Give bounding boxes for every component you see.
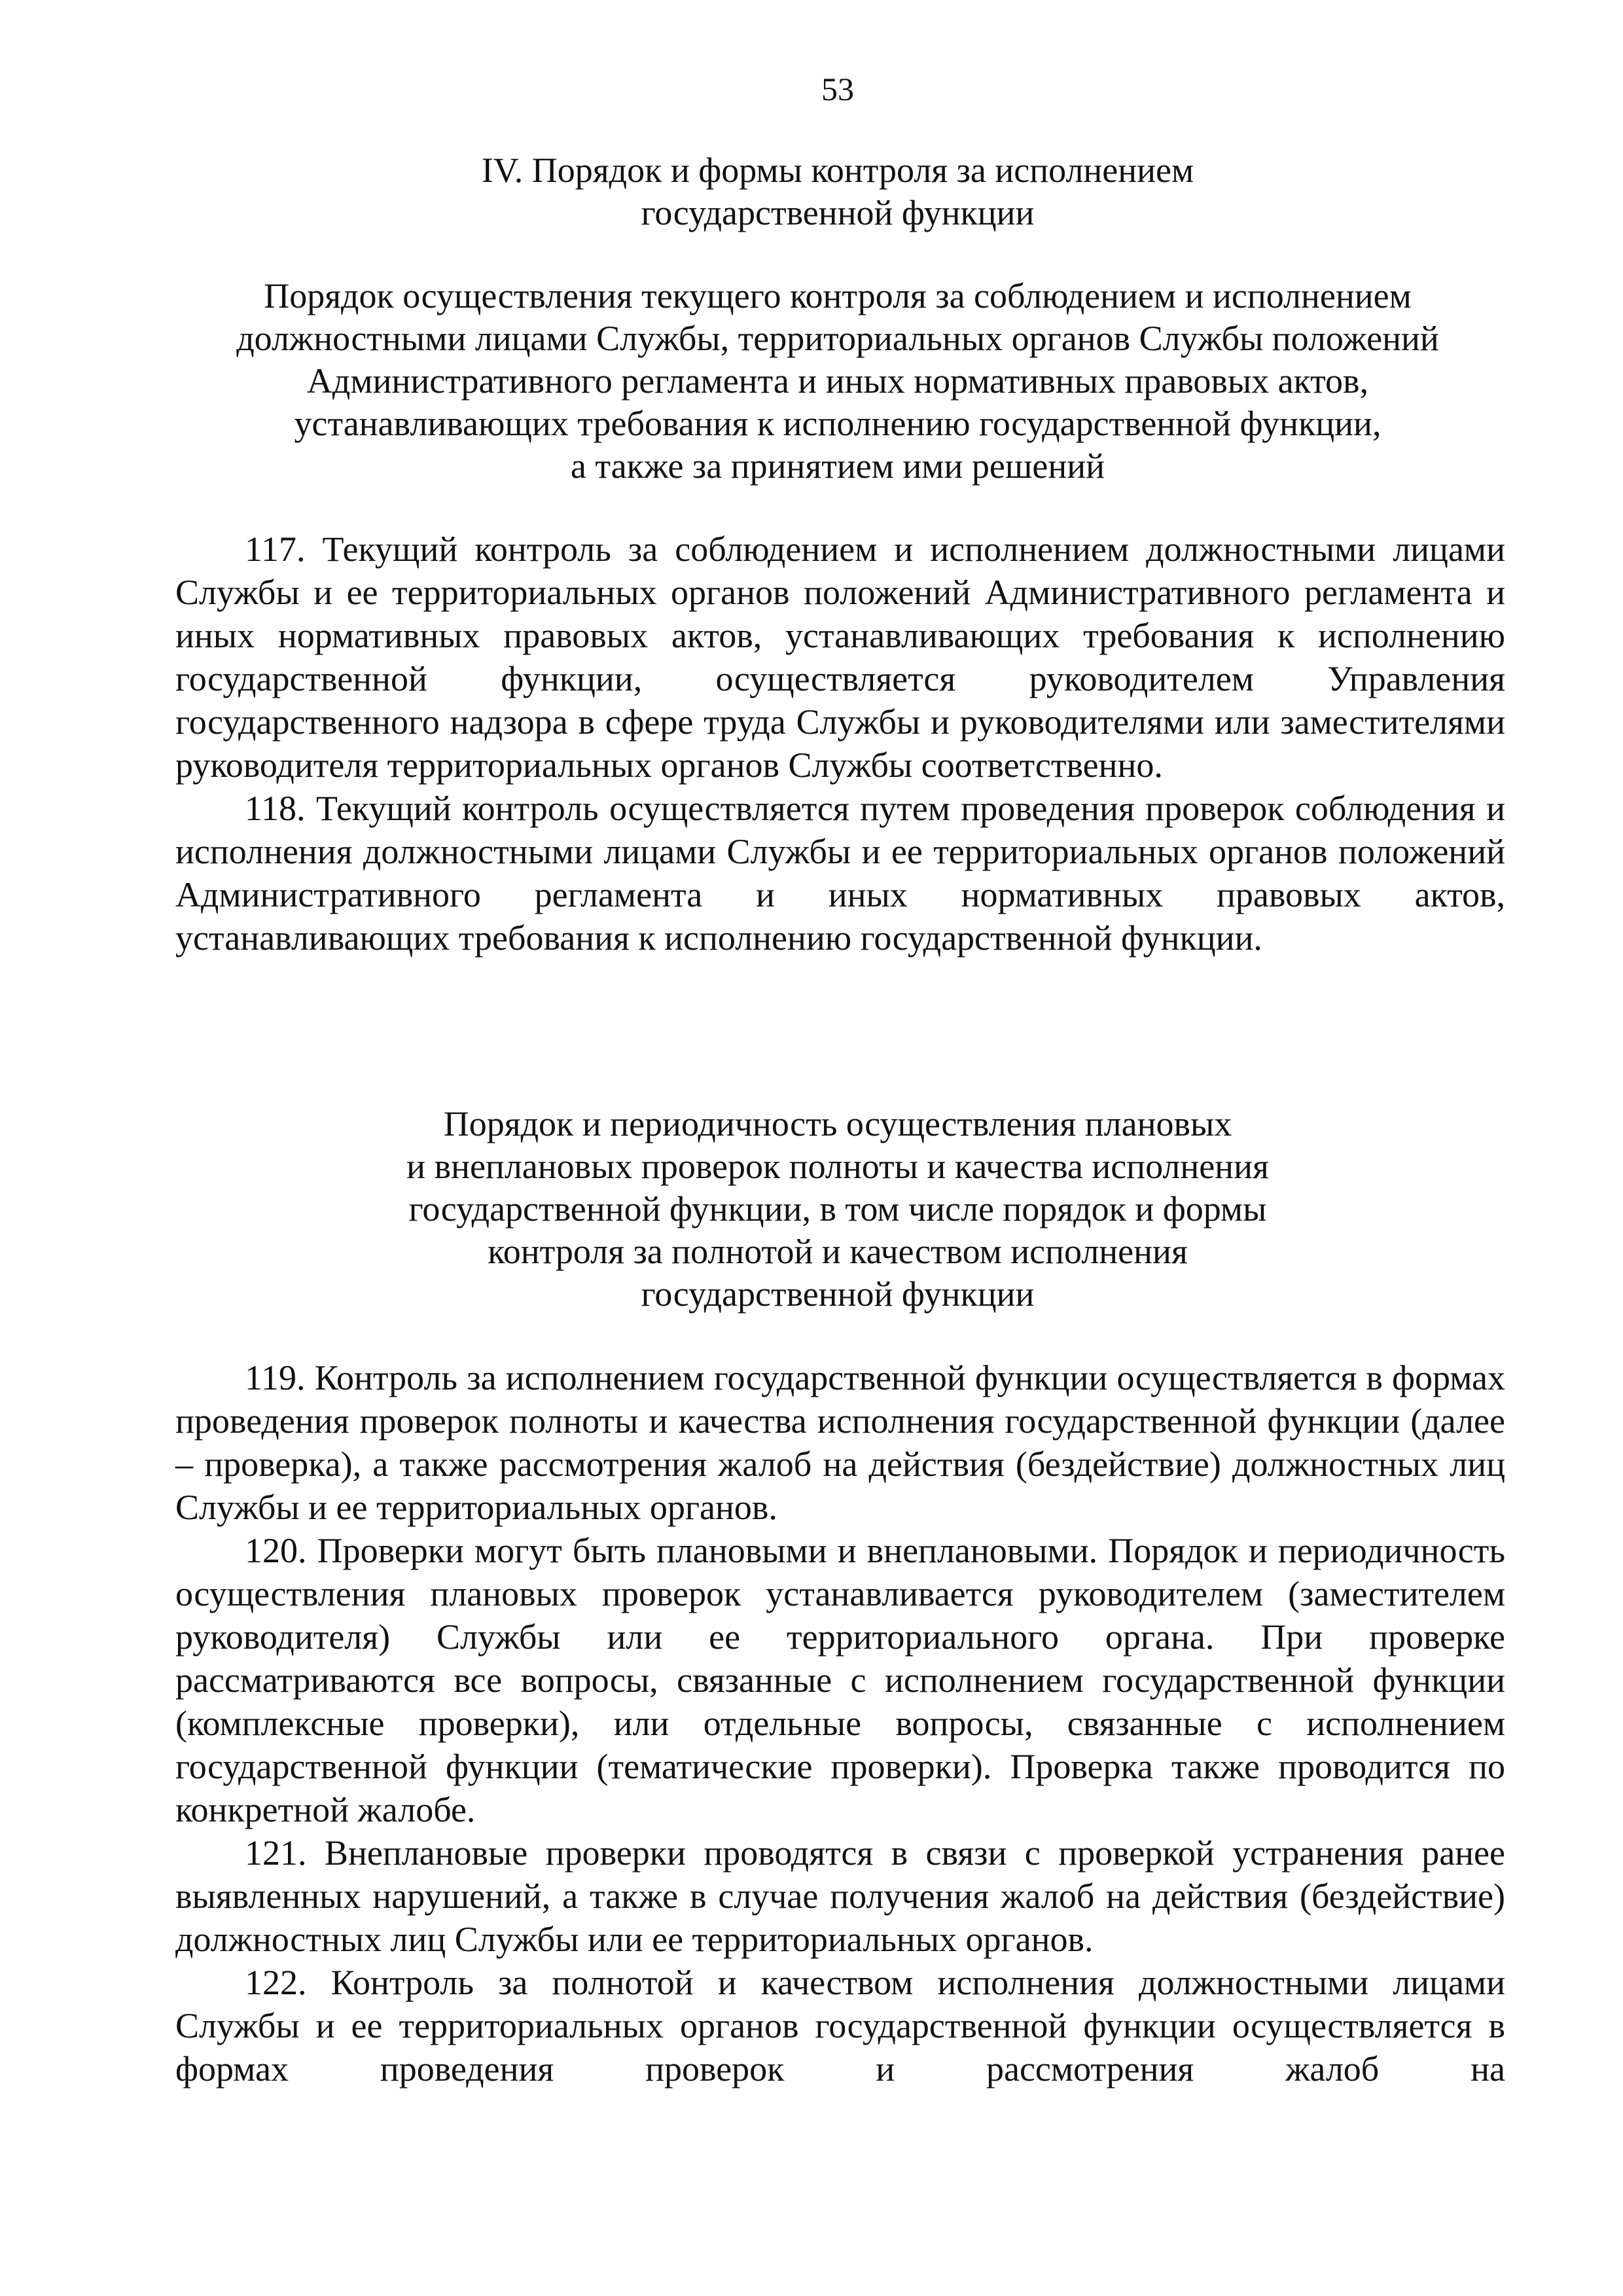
page-number: 53 (821, 71, 854, 107)
paragraph-121: 121. Внеплановые проверки проводятся в связи с проверкой устранения ранее выявленных нарушений, а также в случае получения жалоб на действия (бездействие) должностных лиц Службы или ее территориальных органов. (175, 1833, 1505, 1959)
subheading-line: Порядок и периодичность осуществления плановых (443, 1104, 1232, 1143)
subheading-current-control (0, 275, 1623, 488)
paragraph-122: 122. Контроль за полнотой и качеством исполнения должностными лицами Службы и ее территориальных органов государственной функции осуществляется в формах проведения проверок и рассмотрения жалоб на (175, 1963, 1505, 2089)
chapter-heading-line: государственной функции (641, 193, 1035, 232)
subheading-line: Административного регламента и иных нормативных правовых актов, (306, 361, 1369, 401)
body-block-inspections (175, 1356, 1505, 2090)
paragraph-117: 117. Текущий контроль за соблюдением и исполнением должностными лицами Службы и ее территориальных органов положений Административного регламента и иных нормативных правовых актов, устанавливающих требования к исполнению государственной функции, осуществляется руководителем Управления государственного надзора в сфере труда Службы и руководителями или заместителями руководителя территориальных органов Службы соответственно. (175, 529, 1505, 785)
paragraph-119: 119. Контроль за исполнением государственной функции осуществляется в формах проведения проверок полноты и качества исполнения государственной функции (далее – проверка), а также рассмотрения жалоб на действия (бездействие) должностных лиц Службы и ее территориальных органов. (175, 1358, 1505, 1527)
body-block-current-control (175, 528, 1505, 960)
subheading-line: и внеплановых проверок полноты и качества исполнения (406, 1147, 1269, 1186)
subheading-line: устанавливающих требования к исполнению государственной функции, (294, 404, 1382, 443)
subheading-line: государственной функции (641, 1274, 1035, 1314)
subheading-inspections (0, 1103, 1623, 1316)
subheading-line: государственной функции, в том числе порядок и формы (408, 1189, 1267, 1229)
subheading-line: контроля за полнотой и качеством исполнения (488, 1232, 1188, 1271)
paragraph-120: 120. Проверки могут быть плановыми и внеплановыми. Порядок и периодичность осуществления плановых проверок устанавливается руководителем (заместителем руководителя) Службы или ее территориального органа. При проверке рассматриваются все вопросы, связанные с исполнением государственной функции (комплексные проверки), или отдельные вопросы, связанные с исполнением государственной функции (тематические проверки). Проверка также проводится по конкретной жалобе. (175, 1531, 1505, 1829)
subheading-line: а также за принятием ими решений (570, 446, 1105, 486)
chapter-heading-line: IV. Порядок и формы контроля за исполнением (481, 151, 1194, 190)
chapter-heading (0, 149, 1623, 234)
subheading-line: Порядок осуществления текущего контроля за соблюдением и исполнением (264, 276, 1412, 315)
subheading-line: должностными лицами Службы, территориальных органов Службы положений (236, 319, 1439, 358)
paragraph-118: 118. Текущий контроль осуществляется путем проведения проверок соблюдения и исполнения должностными лицами Службы и ее территориальных органов положений Административного регламента и иных нормативных правовых актов, устанавливающих требования к исполнению государственной функции. (175, 789, 1505, 958)
